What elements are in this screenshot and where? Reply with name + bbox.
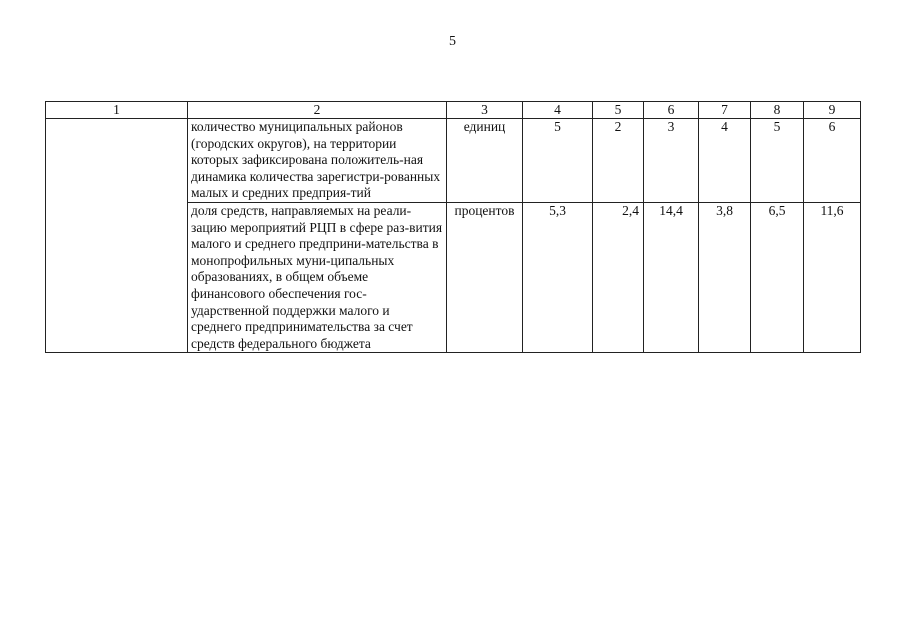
indicator-table <box>45 101 861 353</box>
value-cell: 6 <box>804 119 861 203</box>
column-header: 3 <box>447 102 523 119</box>
row-number-cell <box>46 119 188 353</box>
indicator-description: количество муниципальных районов (городских округов), на территории которых зафиксирована положитель-ная динамика количества зарегистри-рованных малых и средних предприя-тий <box>188 119 447 203</box>
value-cell: 5,3 <box>523 202 593 352</box>
column-header: 1 <box>46 102 188 119</box>
value-cell: 11,6 <box>804 202 861 352</box>
value-cell: 5 <box>751 119 804 203</box>
value-cell: 2,4 <box>593 202 644 352</box>
page-number: 5 <box>449 34 456 49</box>
value-cell: 14,4 <box>644 202 699 352</box>
column-header: 4 <box>523 102 593 119</box>
indicator-description: доля средств, направляемых на реали-зацию мероприятий РЦП в сфере раз-вития малого и среднего предприни-мательства в монопрофильных муни-ципальных образованиях, в общем объеме финансового обеспечения гос-ударственной поддержки малого и среднего предпринимательства за счет средств федерального бюджета <box>188 202 447 352</box>
column-header: 6 <box>644 102 699 119</box>
value-cell: 2 <box>593 119 644 203</box>
unit-cell: процентов <box>447 202 523 352</box>
column-header: 7 <box>699 102 751 119</box>
value-cell: 3 <box>644 119 699 203</box>
table-header-row <box>46 102 861 119</box>
column-header: 9 <box>804 102 861 119</box>
column-header: 8 <box>751 102 804 119</box>
unit-cell: единиц <box>447 119 523 203</box>
value-cell: 4 <box>699 119 751 203</box>
value-cell: 3,8 <box>699 202 751 352</box>
table-row <box>46 119 861 203</box>
column-header: 5 <box>593 102 644 119</box>
column-header: 2 <box>188 102 447 119</box>
value-cell: 6,5 <box>751 202 804 352</box>
value-cell: 5 <box>523 119 593 203</box>
